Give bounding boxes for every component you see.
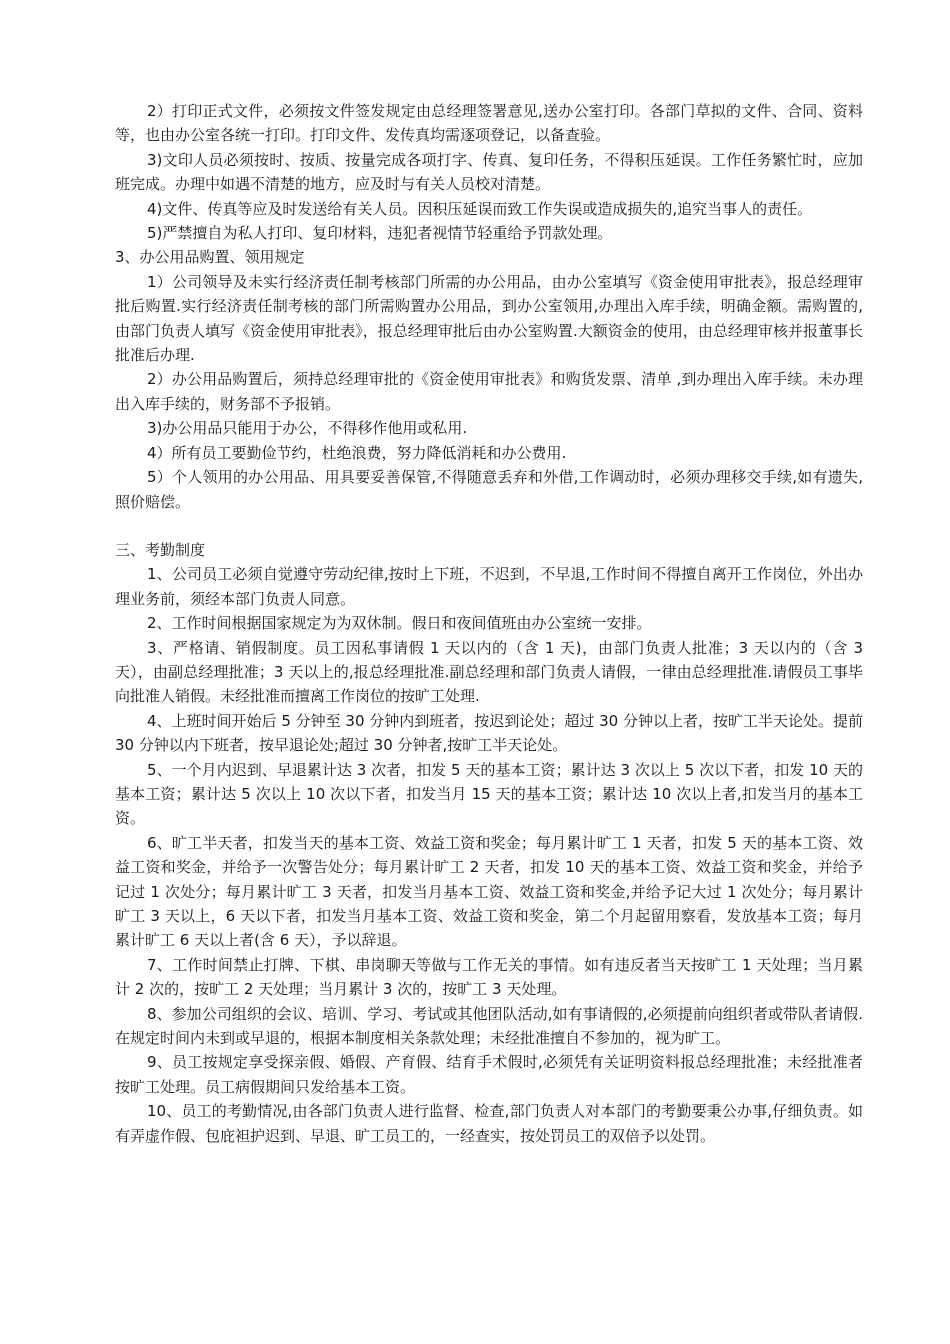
document-page bbox=[115, 99, 863, 1148]
section-heading-attendance: 三、考勤制度 bbox=[115, 540, 206, 559]
paragraph-no-private-printing: 5)严禁擅自为私人打印、复印材料，违犯者视情节轻重给予罚款处理。 bbox=[147, 224, 613, 243]
blank-line bbox=[115, 514, 863, 538]
paragraph-monthly-lateness: 5、一个月内迟到、早退累计达 3 次者，扣发 5 天的基本工资；累计达 3 次以上 5 次以下者，扣发 10 天的基本工资；累计达 5 次以上 10 次以下者，扣发当月 15 天的基本工资；累计达 10 次以上者,扣发当月的基本工资。 bbox=[115, 760, 863, 828]
paragraph-thrift: 4）所有员工要勤俭节约，杜绝浪费，努力降低消耗和办公费用. bbox=[147, 443, 567, 462]
paragraph-timely-delivery: 4)文件、传真等应及时发送给有关人员。因积压延误而致工作失误或造成损失的,追究当事人的责任。 bbox=[147, 199, 813, 218]
paragraph-leave-system: 3、严格请、销假制度。员工因私事请假 1 天以内的（含 1 天)，由部门负责人批准；3 天以内的（含 3 天），由副总经理批准；3 天以上的,报总经理批准.副总经理和部门负责人请假，一律由总经理批准.请假员工事毕向批准人销假。未经批准而擅离工作岗位的按旷工处理. bbox=[115, 638, 863, 706]
paragraph-labor-discipline: 1、公司员工必须自觉遵守劳动纪律,按时上下班，不迟到，不早退,工作时间不得擅自离开工作岗位，外出办理业务前，须经本部门负责人同意。 bbox=[115, 565, 863, 608]
paragraph-late-arrival: 4、上班时间开始后 5 分钟至 30 分钟内到班者，按迟到论处；超过 30 分钟以上者，按旷工半天论处。提前 30 分钟以内下班者，按早退论处;超过 30 分钟者,按旷工半天论处。 bbox=[115, 711, 863, 755]
paragraph-print-official-documents: 2）打印正式文件，必须按文件签发规定由总经理签署意见,送办公室打印。各部门草拟的文件、合同、资料等，也由办公室各统一打印。打印文件、发传真均需逐项登记，以备查验。 bbox=[115, 102, 863, 145]
paragraph-office-use-only: 3)办公用品只能用于办公，不得移作他用或私用. bbox=[147, 419, 468, 438]
paragraph-work-schedule: 2、工作时间根据国家规定为为双休制。假日和夜间值班由办公室统一安排。 bbox=[147, 614, 652, 633]
paragraph-special-leave: 9、员工按规定享受探亲假、婚假、产育假、结育手术假时,必须凭有关证明资料报总经理批准；未经批准者按旷工处理。员工病假期间只发给基本工资。 bbox=[115, 1053, 863, 1096]
paragraph-typist-duties: 3)文印人员必须按时、按质、按量完成各项打字、传真、复印任务，不得积压延误。工作任务繁忙时，应加班完成。办理中如遇不清楚的地方，应及时与有关人员校对清楚。 bbox=[115, 150, 863, 194]
paragraph-personal-custody: 5）个人领用的办公用品、用具要妥善保管,不得随意丢弃和外借,工作调动时，必须办理移交手续,如有遗失,照价赔偿。 bbox=[115, 468, 863, 511]
paragraph-supervision: 10、员工的考勤情况,由各部门负责人进行监督、检查,部门负责人对本部门的考勤要秉公办事,仔细负责。如有弄虚作假、包庇袒护迟到、早退、旷工员工的，一经查实，按处罚员工的双倍予以处罚。 bbox=[115, 1102, 863, 1145]
section-heading-office-supplies: 3、办公用品购置、领用规定 bbox=[115, 248, 305, 267]
paragraph-prohibited-activities: 7、工作时间禁止打牌、下棋、串岗聊天等做与工作无关的事情。如有违反者当天按旷工 1 天处理；当月累计 2 次的，按旷工 2 天处理；当月累计 3 次的，按旷工 3 天处理。 bbox=[115, 955, 863, 999]
paragraph-company-events: 8、参加公司组织的会议、培训、学习、考试或其他团队活动,如有事请假的,必须提前向组织者或带队者请假.在规定时间内未到或早退的，根据本制度相关条款处理；未经批准擅自不参加的，视为旷工。 bbox=[115, 1004, 863, 1048]
paragraph-supplies-approval: 1）公司领导及未实行经济责任制考核部门所需的办公用品，由办公室填写《资金使用审批表》，报总经理审批后购置.实行经济责任制考核的部门所需购置办公用品，到办公室领用,办理出入库手续，明确金额。需购置的,由部门负责人填写《资金使用审批表》，报总经理审批后由办公室购置.大额资金的使用，由总经理审核并报董事长批准后办理. bbox=[115, 272, 863, 365]
paragraph-absenteeism: 6、旷工半天者，扣发当天的基本工资、效益工资和奖金；每月累计旷工 1 天者，扣发 5 天的基本工资、效益工资和奖金，并给予一次警告处分；每月累计旷工 2 天者，扣发 10 天的基本工资、效益工资和奖金，并给予记过 1 次处分；每月累计旷工 3 天者，扣发当月基本工资、效益工资和奖金,并给予记大过 1 次处分；每月累计旷工 3 天以上，6 天以下者，扣发当月基本工资、效益工资和奖金，第二个月起留用察看，发放基本工资；每月累计旷工 6 天以上者(含 6 天），予以辞退。 bbox=[115, 833, 863, 950]
paragraph-supplies-warehouse: 2）办公用品购置后，须持总经理审批的《资金使用审批表》和购货发票、清单 ,到办理出入库手续。未办理出入库手续的，财务部不予报销。 bbox=[115, 370, 863, 413]
